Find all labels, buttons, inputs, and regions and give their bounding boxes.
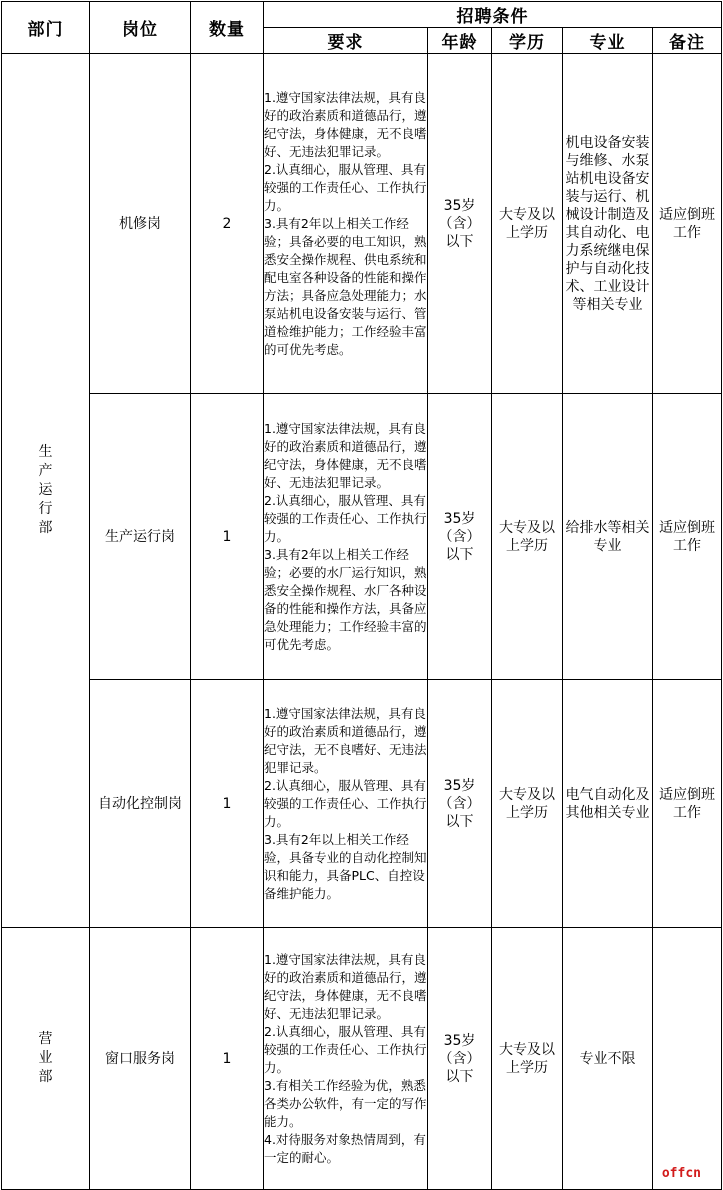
requirements-cell	[264, 54, 428, 394]
requirement-item: 1.遵守国家法律法规，具有良好的政治素质和道德品行，遵纪守法，身体健康，无不良嗜好、无违法犯罪记录。	[264, 420, 427, 490]
requirement-item: 3.具有2年以上相关工作经验；必要的水厂运行知识，熟悉安全操作规程、水厂各种设备的性能和操作方法，具备应急处理能力；工作经验丰富的可优先考虑。	[264, 546, 427, 652]
requirements-cell	[264, 928, 428, 1190]
post-cell: 窗口服务岗	[90, 928, 191, 1190]
education-cell	[492, 680, 563, 928]
note-text: 适应倒班工作	[659, 206, 716, 241]
header-row-top	[2, 2, 722, 28]
age-cell	[428, 680, 492, 928]
table-row	[2, 394, 722, 680]
requirement-item: 3.有相关工作经验为优，熟悉各类办公软件，有一定的写作能力。	[264, 1077, 427, 1129]
education-cell	[492, 928, 563, 1190]
requirement-item: 1.遵守国家法律法规，具有良好的政治素质和道德品行，遵纪守法，无不良嗜好、无违法犯罪记录。	[264, 705, 427, 775]
requirement-item: 1.遵守国家法律法规，具有良好的政治素质和道德品行，遵纪守法，身体健康，无不良嗜好、无违法犯罪记录。	[264, 951, 427, 1021]
age-cell	[428, 54, 492, 394]
age-text: 35岁（含）以下	[438, 510, 481, 563]
major-text: 机电设备安装与维修、水泵站机电设备安装与运行、机械设计制造及其自动化、电力系统继电保护与自动化技术、工业设计等相关专业	[565, 134, 650, 313]
note-cell	[653, 928, 722, 1190]
note-cell	[653, 680, 722, 928]
header-requirements: 要求	[264, 28, 428, 54]
age-text: 35岁（含）以下	[438, 197, 481, 250]
count-cell: 1	[191, 928, 264, 1190]
count-cell: 2	[191, 54, 264, 394]
requirements-cell	[264, 680, 428, 928]
count-cell: 1	[191, 680, 264, 928]
header-age: 年龄	[428, 28, 492, 54]
recruitment-table	[1, 1, 722, 1190]
header-dept: 部门	[2, 2, 90, 54]
header-note: 备注	[653, 28, 722, 54]
requirement-item: 1.遵守国家法律法规，具有良好的政治素质和道德品行，遵纪守法，身体健康，无不良嗜好、无违法犯罪记录。	[264, 89, 427, 159]
requirement-item: 2.认真细心，服从管理、具有较强的工作责任心、工作执行力。	[264, 777, 427, 829]
age-cell	[428, 928, 492, 1190]
requirement-item: 2.认真细心，服从管理、具有较强的工作责任心、工作执行力。	[264, 161, 427, 213]
major-cell	[563, 394, 653, 680]
dept-name: 营业部	[38, 1031, 53, 1085]
requirement-item: 2.认真细心，服从管理、具有较强的工作责任心、工作执行力。	[264, 1023, 427, 1075]
major-cell	[563, 928, 653, 1190]
header-count: 数量	[191, 2, 264, 54]
post-cell: 自动化控制岗	[90, 680, 191, 928]
education-text: 大专及以上学历	[499, 1041, 555, 1076]
requirement-item: 2.认真细心，服从管理、具有较强的工作责任心、工作执行力。	[264, 492, 427, 544]
requirement-item: 4.对待服务对象热情周到，有一定的耐心。	[264, 1131, 426, 1165]
note-cell	[653, 54, 722, 394]
post-cell: 机修岗	[90, 54, 191, 394]
age-cell	[428, 394, 492, 680]
offcn-watermark: offcn	[661, 1166, 701, 1181]
age-text: 35岁（含）以下	[438, 1032, 481, 1085]
dept-cell	[2, 928, 90, 1190]
education-text: 大专及以上学历	[499, 786, 555, 821]
dept-name: 生产运行部	[38, 444, 53, 536]
table-row	[2, 54, 722, 394]
major-text: 电气自动化及其他相关专业	[565, 786, 650, 821]
requirement-item: 3.具有2年以上相关工作经验，具备专业的自动化控制知识和能力，具备PLC、自控设备维护能力。	[264, 831, 427, 901]
header-education: 学历	[492, 28, 563, 54]
major-cell	[563, 54, 653, 394]
requirement-item: 3.具有2年以上相关工作经验；具备必要的电工知识，熟悉安全操作规程、供电系统和配电室各种设备的性能和操作方法；具备应急处理能力；水泵站机电设备安装与运行、管道检维护能力；工作经验丰富的可优先考虑。	[264, 215, 427, 357]
dept-cell	[2, 54, 90, 928]
table-row	[2, 928, 722, 1190]
table-row	[2, 680, 722, 928]
header-conditions: 招聘条件	[264, 2, 722, 28]
major-text: 给排水等相关专业	[565, 519, 650, 554]
note-cell	[653, 394, 722, 680]
education-text: 大专及以上学历	[499, 519, 555, 554]
major-text: 专业不限	[579, 1050, 636, 1067]
note-text: 适应倒班工作	[659, 786, 716, 821]
age-text: 35岁（含）以下	[438, 777, 481, 830]
note-text: 适应倒班工作	[659, 519, 716, 554]
count-cell: 1	[191, 394, 264, 680]
header-post: 岗位	[90, 2, 191, 54]
post-cell: 生产运行岗	[90, 394, 191, 680]
header-major: 专业	[563, 28, 653, 54]
education-text: 大专及以上学历	[499, 206, 555, 241]
major-cell	[563, 680, 653, 928]
education-cell	[492, 394, 563, 680]
requirements-cell	[264, 394, 428, 680]
education-cell	[492, 54, 563, 394]
